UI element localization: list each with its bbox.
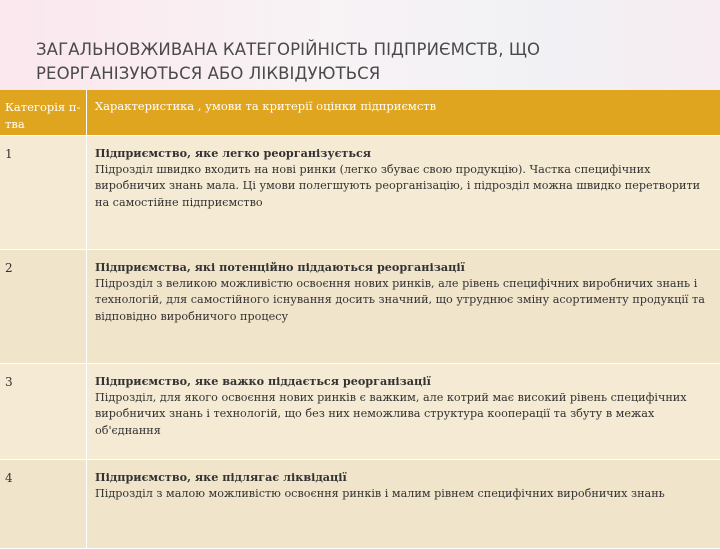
row-description: Підрозділ швидко входить на нові ринки (легко збуває свою продукцію). Частка специфічних виробничих знань мала. Ці умови полегшують реорганізацію, і підрозділ можна швидко перетворити на самостійне підприємство [95,162,715,212]
row-heading: Підприємство, яке легко реорганізується [95,145,715,162]
row-description: Підрозділ з великою можливістю освоєння нових ринків, але рівень специфічних виробничих знань і технологій, для самостійного існування досить значний, що утруднює зміну асортименту продукції та відповідно виробничого процесу [95,276,715,326]
characteristics-cell [87,364,720,460]
characteristics-cell [87,136,720,250]
category-number-cell [0,460,87,549]
row-heading: Підприємства, які потенційно піддаються реорганізації [95,259,715,276]
table-header-row [0,90,720,136]
table-row [0,460,720,549]
category-number: 1 [0,136,86,161]
column-header-characteristics [87,90,720,136]
table-row [0,364,720,460]
category-number-cell [0,364,87,460]
slide-title: ЗАГАЛЬНОВЖИВАНА КАТЕГОРІЙНІСТЬ ПІДПРИЄМСТВ, ЩО РЕОРГАНІЗУЮТЬСЯ АБО ЛІКВІДУЮТЬСЯ [36,38,696,86]
characteristics-cell [87,460,720,549]
category-number-cell [0,250,87,364]
row-description: Підрозділ, для якого освоєння нових ринків є важким, але котрий має високий рівень специфічних виробничих знань і технологій, що без них неможлива структура кооперації та збуту в межах об'єднання [95,390,715,440]
category-number: 2 [0,250,86,275]
row-description: Підрозділ з малою можливістю освоєння ринків і малим рівнем специфічних виробничих знань [95,486,715,503]
category-number-cell [0,136,87,250]
row-heading: Підприємство, яке підлягає ліквідації [95,469,715,486]
category-table [0,90,720,549]
row-heading: Підприємство, яке важко піддається реорганізації [95,373,715,390]
table-row [0,250,720,364]
column-header-characteristics-label: Характеристика , умови та критерії оцінки підприємств [87,90,720,115]
table-row [0,136,720,250]
column-header-category-label: Категорія п-тва [0,90,86,133]
category-number: 4 [0,460,86,485]
column-header-category [0,90,87,136]
characteristics-cell [87,250,720,364]
category-number: 3 [0,364,86,389]
